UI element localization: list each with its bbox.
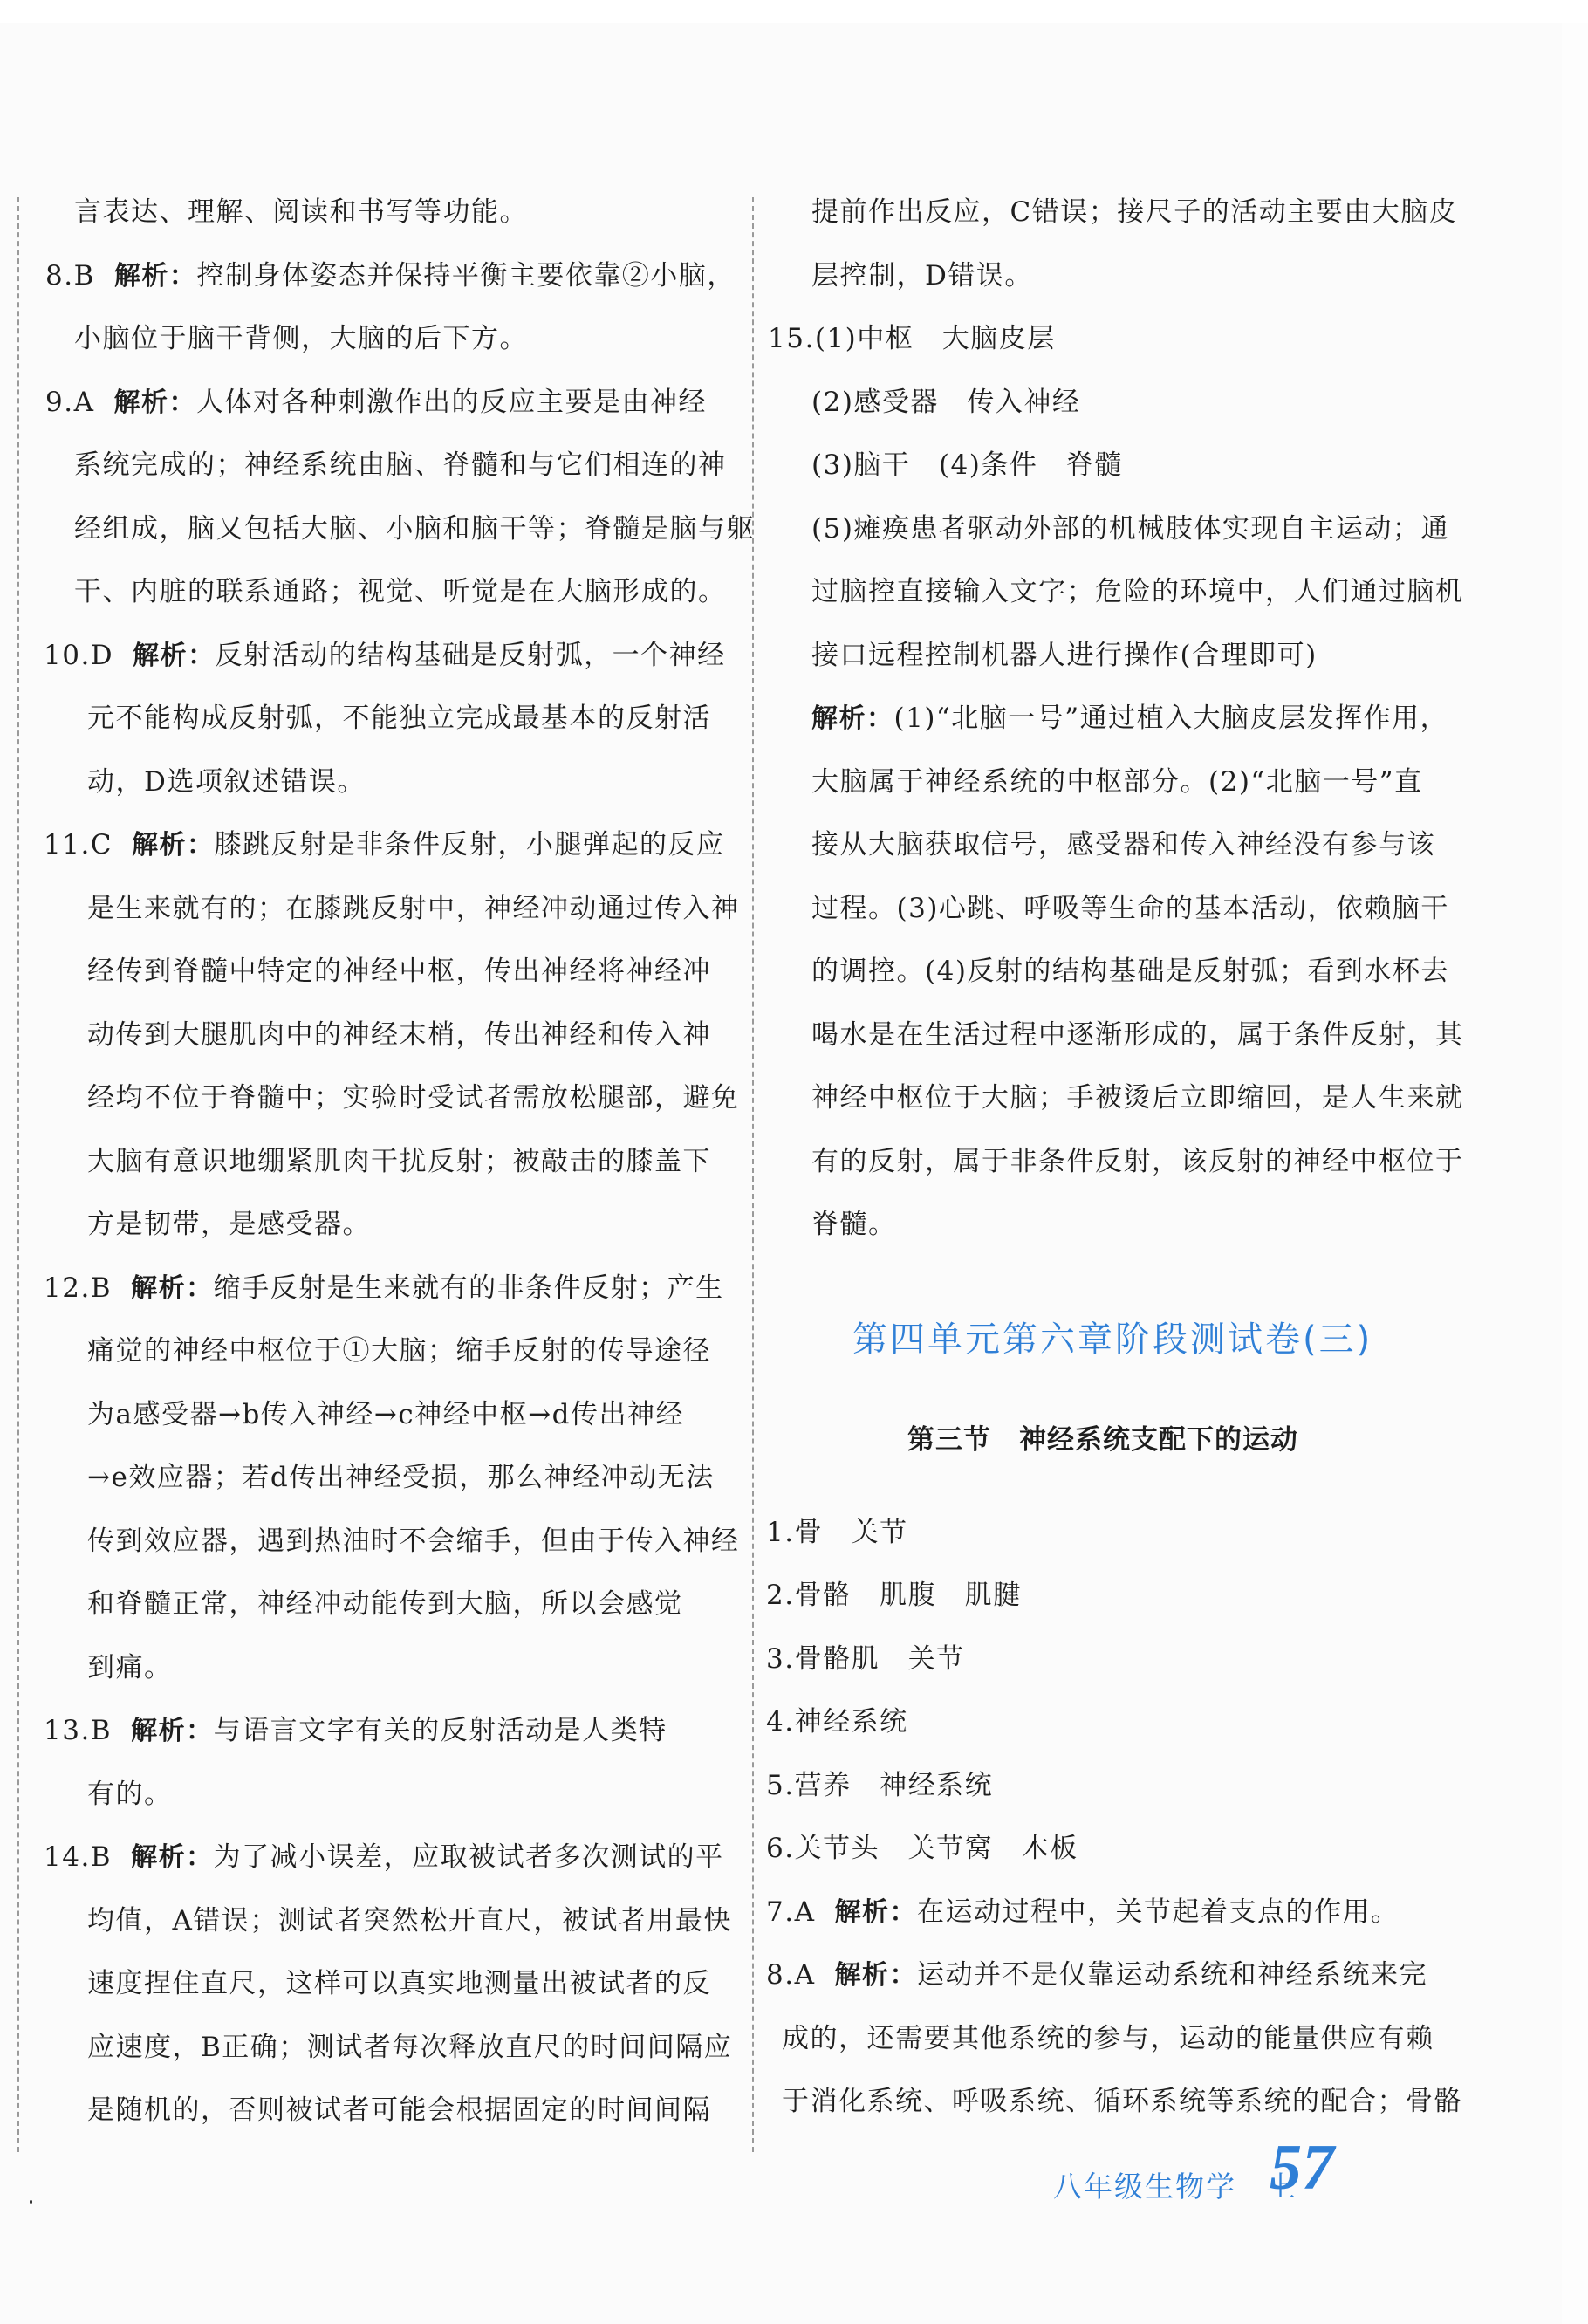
answer-text: 反射活动的结构基础是反射弧，一个神经 [215, 640, 726, 671]
answer-line [766, 1895, 1399, 1930]
answer-text: (1)中枢 大脑皮层 [814, 323, 1056, 354]
answer-text: 成的，还需要其他系统的参与，运动的能量供应有赖 [782, 2023, 1434, 2054]
answer-line [87, 1080, 740, 1115]
answer-line [74, 574, 727, 609]
answer-line [811, 701, 1448, 737]
answer-text: 提前作出反应，C错误；接尺子的活动主要由大脑皮 [811, 196, 1458, 228]
question-number: 6. [766, 1833, 795, 1864]
answer-line [74, 321, 528, 356]
answer-line [87, 2030, 732, 2065]
question-number: 3. [766, 1643, 795, 1675]
answer-text: 传到效应器，遇到热油时不会缩手，但由于传入神经 [87, 1525, 740, 1557]
answer-line [782, 2084, 1462, 2119]
answer-text: 应速度，B正确；测试者每次释放直尺的时间间隔应 [87, 2032, 733, 2063]
answer-line [811, 1080, 1464, 1115]
answer-line [811, 448, 1123, 483]
answer-line [768, 321, 1056, 356]
answer-line [74, 511, 755, 546]
answer-line [87, 1018, 711, 1052]
section-title: 第三节 神经系统支配下的运动 [907, 1424, 1298, 1456]
answer-text: 痛觉的神经中枢位于①大脑；缩手反射的传导途径 [87, 1335, 711, 1367]
answer-text: 经组成，脑又包括大脑、小脑和脑干等；脊髓是脑与躯 [74, 513, 755, 545]
analysis-label: 解析： [834, 1897, 917, 1928]
answer-text: (3)脑干 (4)条件 脊髓 [811, 449, 1123, 481]
answer-text: 接口远程控制机器人进行操作(合理即可) [811, 640, 1318, 671]
question-number: 8.A [766, 1959, 816, 1991]
answer-text: 到痛。 [87, 1652, 173, 1683]
answer-text: 动，D选项叙述错误。 [87, 766, 366, 798]
answer-line [766, 1642, 965, 1676]
answer-text: 方是韧带，是感受器。 [87, 1209, 371, 1240]
answer-line [766, 1515, 908, 1550]
answer-text: 骨骼 肌腹 肌腱 [794, 1580, 1022, 1611]
answer-text: 控制身体姿态并保持平衡主要依靠②小脑， [196, 260, 736, 291]
left-column-dashed-border [17, 197, 19, 2152]
answer-line [45, 258, 736, 294]
scan-speck [30, 2200, 32, 2204]
analysis-label: 解析： [113, 261, 197, 291]
analysis-label: 解析： [131, 1273, 214, 1304]
answer-text: 接从大脑获取信号，感受器和传入神经没有参与该 [811, 829, 1435, 860]
answer-line [811, 258, 1033, 293]
answer-text: 干、内脏的联系通路；视觉、听觉是在大脑形成的。 [74, 576, 727, 607]
book-label: 八年级生物学 上 [1053, 2170, 1297, 2204]
answer-text: (5)瘫痪患者驱动外部的机械肢体实现自主运动；通 [811, 513, 1449, 545]
answer-line [87, 954, 711, 989]
answer-line [87, 1966, 711, 2001]
answer-line [45, 385, 707, 421]
answer-text: 运动并不是仅靠运动系统和神经系统来完 [916, 1959, 1427, 1991]
answer-line [811, 764, 1423, 799]
answer-line [74, 448, 727, 483]
answer-line [811, 638, 1318, 673]
answer-line [74, 195, 528, 230]
answer-text: 是随机的，否则被试者可能会根据固定的时间间隔 [87, 2094, 711, 2126]
answer-text: 元不能构成反射弧，不能独立完成最基本的反射活 [87, 703, 711, 734]
question-number: 7.A [766, 1896, 816, 1928]
answer-text: 为a感受器→b传入神经→c神经中枢→d传出神经 [87, 1399, 684, 1430]
answer-text: 关节头 关节窝 木板 [794, 1833, 1078, 1864]
answer-line [87, 1333, 711, 1368]
answer-line [811, 1018, 1464, 1052]
answer-line [87, 891, 740, 926]
answer-text: 膝跳反射是非条件反射，小腿弹起的反应 [214, 829, 725, 860]
answer-text: (2)感受器 传入神经 [811, 387, 1081, 418]
answer-line [44, 638, 726, 674]
question-number: 2. [766, 1580, 795, 1611]
answer-text: 言表达、理解、阅读和书写等功能。 [74, 196, 528, 228]
answer-text: 是生来就有的；在膝跳反射中，神经冲动通过传入神 [87, 893, 740, 924]
answer-text: 过程。(3)心跳、呼吸等生命的基本活动，依赖脑干 [811, 893, 1449, 924]
answer-text: 在运动过程中，关节起着支点的作用。 [916, 1896, 1400, 1928]
answer-text: 速度捏住直尺，这样可以真实地测量出被试者的反 [87, 1968, 711, 1999]
answer-text: 于消化系统、呼吸系统、循环系统等系统的配合；骨骼 [782, 2086, 1462, 2117]
answer-line [766, 1768, 993, 1803]
answer-text: 和脊髓正常，神经冲动能传到大脑，所以会感觉 [87, 1588, 683, 1620]
answer-line [811, 511, 1449, 546]
question-number: 12.B [44, 1272, 113, 1304]
question-number: 15. [768, 323, 815, 354]
answer-line [44, 827, 725, 863]
answer-line [811, 954, 1449, 989]
column-divider-dashed [752, 197, 754, 2152]
answer-text: 均值，A错误；测试者突然松开直尺，被试者用最快 [87, 1905, 732, 1937]
answer-text: 过脑控直接输入文字；危险的环境中，人们通过脑机 [811, 576, 1464, 607]
answer-text: 小脑位于脑干背侧，大脑的后下方。 [74, 323, 528, 354]
answer-text: 层控制，D错误。 [811, 260, 1033, 291]
answer-line [87, 1777, 173, 1812]
answer-line [766, 1578, 1022, 1613]
question-number: 1. [766, 1517, 795, 1548]
answer-line [766, 1704, 908, 1739]
answer-text: 大脑属于神经系统的中枢部分。(2)“北脑一号”直 [811, 766, 1423, 798]
question-number: 4. [766, 1706, 795, 1738]
answer-text: 神经中枢位于大脑；手被烫后立即缩回，是人生来就 [811, 1082, 1464, 1114]
analysis-label: 解析： [834, 1960, 917, 1991]
answer-text: 动传到大腿肌肉中的神经末梢，传出神经和传入神 [87, 1019, 711, 1051]
answer-text: 大脑有意识地绷紧肌肉干扰反射；被敲击的膝盖下 [87, 1146, 711, 1177]
answer-line [766, 1831, 1078, 1866]
question-number: 13.B [44, 1715, 113, 1746]
answer-text: 与语言文字有关的反射活动是人类特 [213, 1715, 667, 1746]
answer-line [87, 1144, 711, 1179]
analysis-label: 解析： [113, 387, 196, 418]
question-number: 8.B [45, 260, 95, 291]
answer-text: 脊髓。 [811, 1209, 897, 1240]
answer-text: 喝水是在生活过程中逐渐形成的，属于条件反射，其 [811, 1019, 1464, 1051]
answer-line [811, 385, 1080, 420]
answer-text: 为了减小误差，应取被试者多次测试的平 [213, 1841, 724, 1873]
question-number: 9.A [45, 387, 95, 418]
answer-text: 有的。 [87, 1779, 173, 1810]
answer-text: 骨骼肌 关节 [794, 1643, 965, 1675]
answer-text: 的调控。(4)反射的结构基础是反射弧；看到水杯去 [811, 956, 1449, 987]
answer-line [87, 2093, 711, 2128]
answer-text: (1)“北脑一号”通过植入大脑皮层发挥作用， [893, 703, 1449, 734]
analysis-label: 解析： [132, 830, 215, 860]
answer-line [87, 701, 711, 736]
answer-text: 有的反射，属于非条件反射，该反射的神经中枢位于 [811, 1146, 1464, 1177]
answer-line [44, 1840, 724, 1875]
question-number: 10.D [44, 640, 114, 671]
answer-line [87, 1524, 740, 1559]
answer-text: 经传到脊髓中特定的神经中枢，传出神经将神经冲 [87, 956, 711, 987]
answer-text: 神经系统 [794, 1706, 908, 1738]
page-number: 57 [1270, 2132, 1334, 2204]
answer-line [87, 1460, 715, 1495]
analysis-label: 解析： [811, 703, 894, 734]
answer-line [811, 827, 1435, 862]
answer-line [811, 1207, 897, 1242]
answer-line [87, 1587, 683, 1621]
analysis-label: 解析： [131, 1716, 214, 1746]
top-margin [0, 0, 1588, 23]
answer-text: 营养 神经系统 [794, 1770, 994, 1801]
answer-line [782, 2021, 1434, 2056]
answer-line [87, 1903, 732, 1938]
answer-line [811, 1144, 1464, 1179]
answer-line [811, 891, 1449, 926]
question-number: 11.C [44, 829, 113, 860]
question-number: 14.B [44, 1841, 113, 1873]
answer-line [44, 1271, 724, 1306]
answer-line [87, 1650, 173, 1685]
answer-line [811, 195, 1457, 230]
question-number: 5. [766, 1770, 795, 1801]
answer-text: 人体对各种刺激作出的反应主要是由神经 [195, 387, 707, 418]
answer-line [766, 1957, 1427, 1993]
answer-text: 骨 关节 [794, 1517, 908, 1548]
test-title: 第四单元第六章阶段测试卷(三) [852, 1320, 1373, 1360]
answer-line [811, 574, 1464, 609]
answer-text: 缩手反射是生来就有的非条件反射；产生 [213, 1272, 724, 1304]
answer-text: 经均不位于脊髓中；实验时受试者需放松腿部，避免 [87, 1082, 740, 1114]
answer-text: →e效应器；若d传出神经受损，那么神经冲动无法 [87, 1462, 715, 1493]
analysis-label: 解析： [131, 1842, 214, 1873]
answer-line [87, 1207, 371, 1242]
analysis-label: 解析： [133, 641, 216, 671]
answer-text: 系统完成的；神经系统由脑、脊髓和与它们相连的神 [74, 449, 727, 481]
answer-line [44, 1713, 667, 1749]
answer-line [87, 1397, 684, 1432]
answer-line [87, 764, 366, 799]
